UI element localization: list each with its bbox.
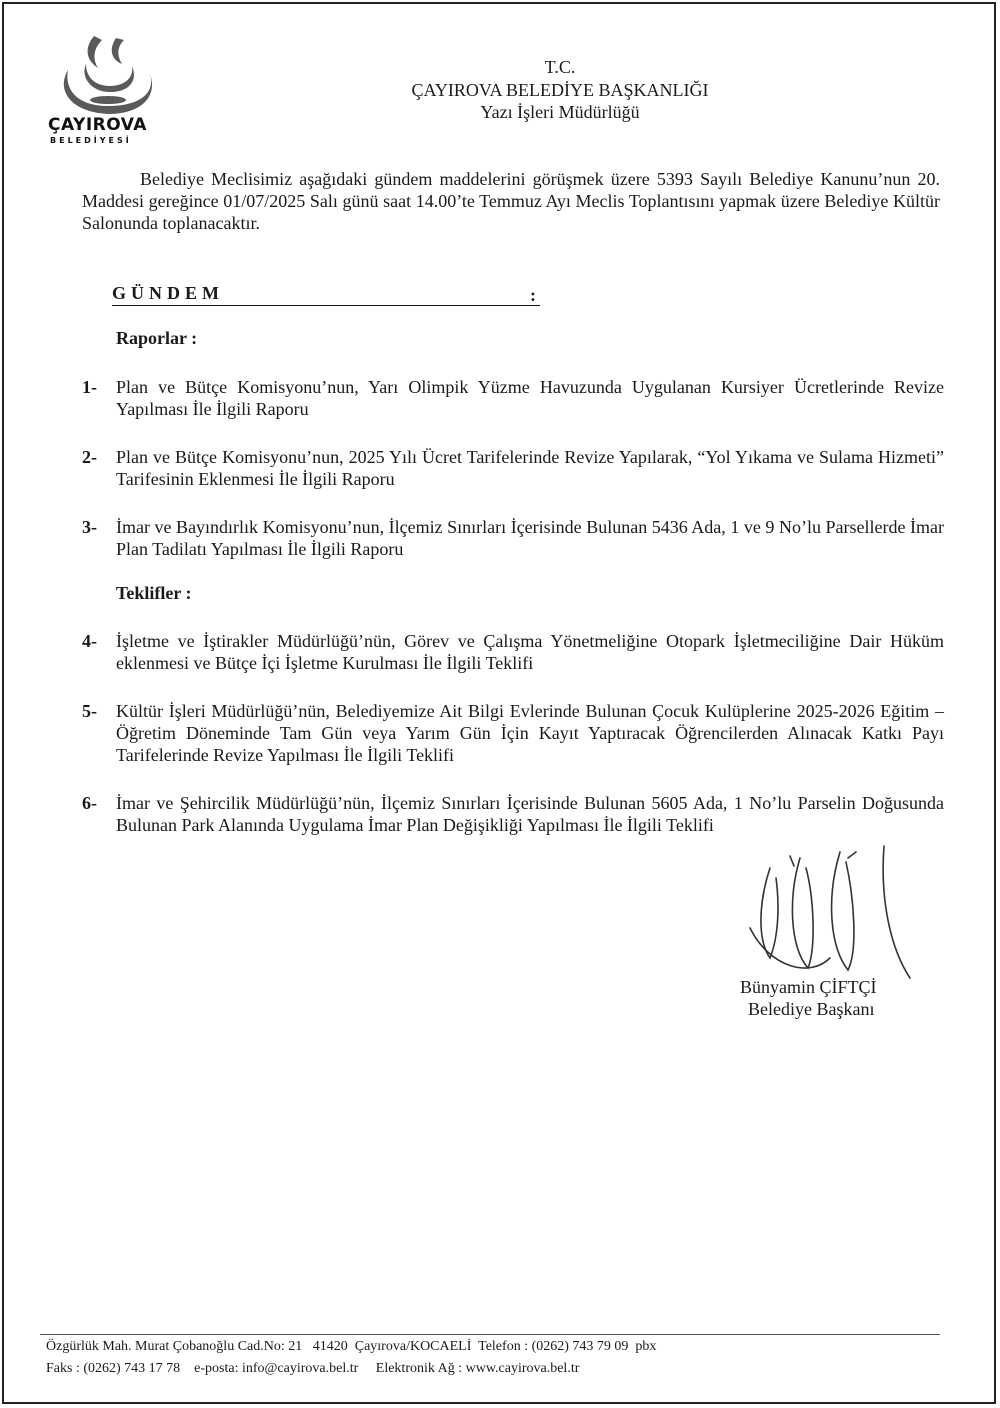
footer-address: Özgürlük Mah. Murat Çobanoğlu Cad.No: 21 41420 Çayırova/KOCAELİ Telefon : (0262) 743 79 09 pbx: [46, 1339, 657, 1354]
section-reports: Raporlar :: [116, 328, 198, 348]
item-text: Plan ve Bütçe Komisyonu’nun, Yarı Olimpik Yüzme Havuzunda Uygulanan Kursiyer Ücretlerinde Revize Yapılması İle İlgili Raporu: [116, 377, 944, 419]
item-text: İmar ve Şehircilik Müdürlüğü’nün, İlçemiz Sınırları İçerisinde Bulunan 5605 Ada, 1 No’lu Parselin Doğusunda Bulunan Park Alanında Uygulama İmar Plan Değişikliği Yapılması İle İlgili Teklifi: [116, 793, 944, 835]
item-number: 2-: [82, 447, 97, 467]
section-proposals: Teklifler :: [116, 583, 192, 603]
item-text: İmar ve Bayındırlık Komisyonu’nun, İlçemiz Sınırları İçerisinde Bulunan 5436 Ada, 1 ve 9 No’lu Parsellerde İmar Plan Tadilatı Yapılması İle İlgili Raporu: [116, 517, 944, 559]
signature-icon: [730, 838, 930, 988]
signatory-title: Belediye Başkanı: [748, 999, 875, 1019]
header-municipality: ÇAYIROVA BELEDİYE BAŞKANLIĞI: [411, 80, 709, 100]
item-number: 1-: [82, 377, 97, 397]
list-item: [82, 446, 944, 490]
item-number: 4-: [82, 631, 97, 651]
agenda-colon: :: [530, 285, 536, 305]
list-item: [82, 700, 944, 766]
header-department: Yazı İşleri Müdürlüğü: [480, 102, 640, 122]
logo-subtitle: BELEDİYESİ: [50, 136, 132, 145]
footer-contact: Faks : (0262) 743 17 78 e-posta: info@cayirova.bel.tr Elektronik Ağ : www.cayirova.bel.tr: [46, 1361, 580, 1376]
item-number: 3-: [82, 517, 97, 537]
intro-text: Belediye Meclisimiz aşağıdaki gündem maddelerini görüşmek üzere 5393 Sayılı Belediye Kanunu’nun 20. Maddesi gereğince 01/07/2025 Salı günü saat 14.00’te Temmuz Ayı Meclis Toplantısını yapmak üzere Belediye Kültür Salonunda toplanacaktır.: [82, 169, 940, 233]
agenda-title: GÜNDEM: [112, 282, 540, 306]
item-text: Plan ve Bütçe Komisyonu’nun, 2025 Yılı Ücret Tarifelerinde Revize Yapılarak, “Yol Yıkama ve Sulama Hizmeti” Tarifesinin Eklenmesi İle İlgili Raporu: [116, 447, 944, 489]
list-item: [82, 516, 944, 560]
item-text: İşletme ve İştirakler Müdürlüğü’nün, Görev ve Çalışma Yönetmeliğine Otopark İşletmeciliğine Dair Hüküm eklenmesi ve Bütçe İçi İşletme Kurulması İle İlgili Teklifi: [116, 631, 944, 673]
logo-name: ÇAYIROVA: [48, 115, 147, 135]
list-item: [82, 630, 944, 674]
item-number: 6-: [82, 793, 97, 813]
signatory-name: Bünyamin ÇİFTÇİ: [740, 977, 877, 997]
list-item: [82, 792, 944, 836]
item-text: Kültür İşleri Müdürlüğü’nün, Belediyemize Ait Bilgi Evlerinde Bulunan Çocuk Kulüplerine 2025-2026 Eğitim – Öğretim Döneminde Tam Gün veya Yarım Gün İçin Kayıt Yaptıracak Öğrencilerden Alınacak Katkı Payı Tarifelerinde Revize Yapılması İle İlgili Teklifi: [116, 701, 944, 765]
header-tc: T.C.: [544, 57, 576, 77]
footer-divider: [40, 1334, 940, 1335]
item-number: 5-: [82, 701, 97, 721]
intro-paragraph: [82, 168, 940, 234]
list-item: [82, 376, 944, 420]
